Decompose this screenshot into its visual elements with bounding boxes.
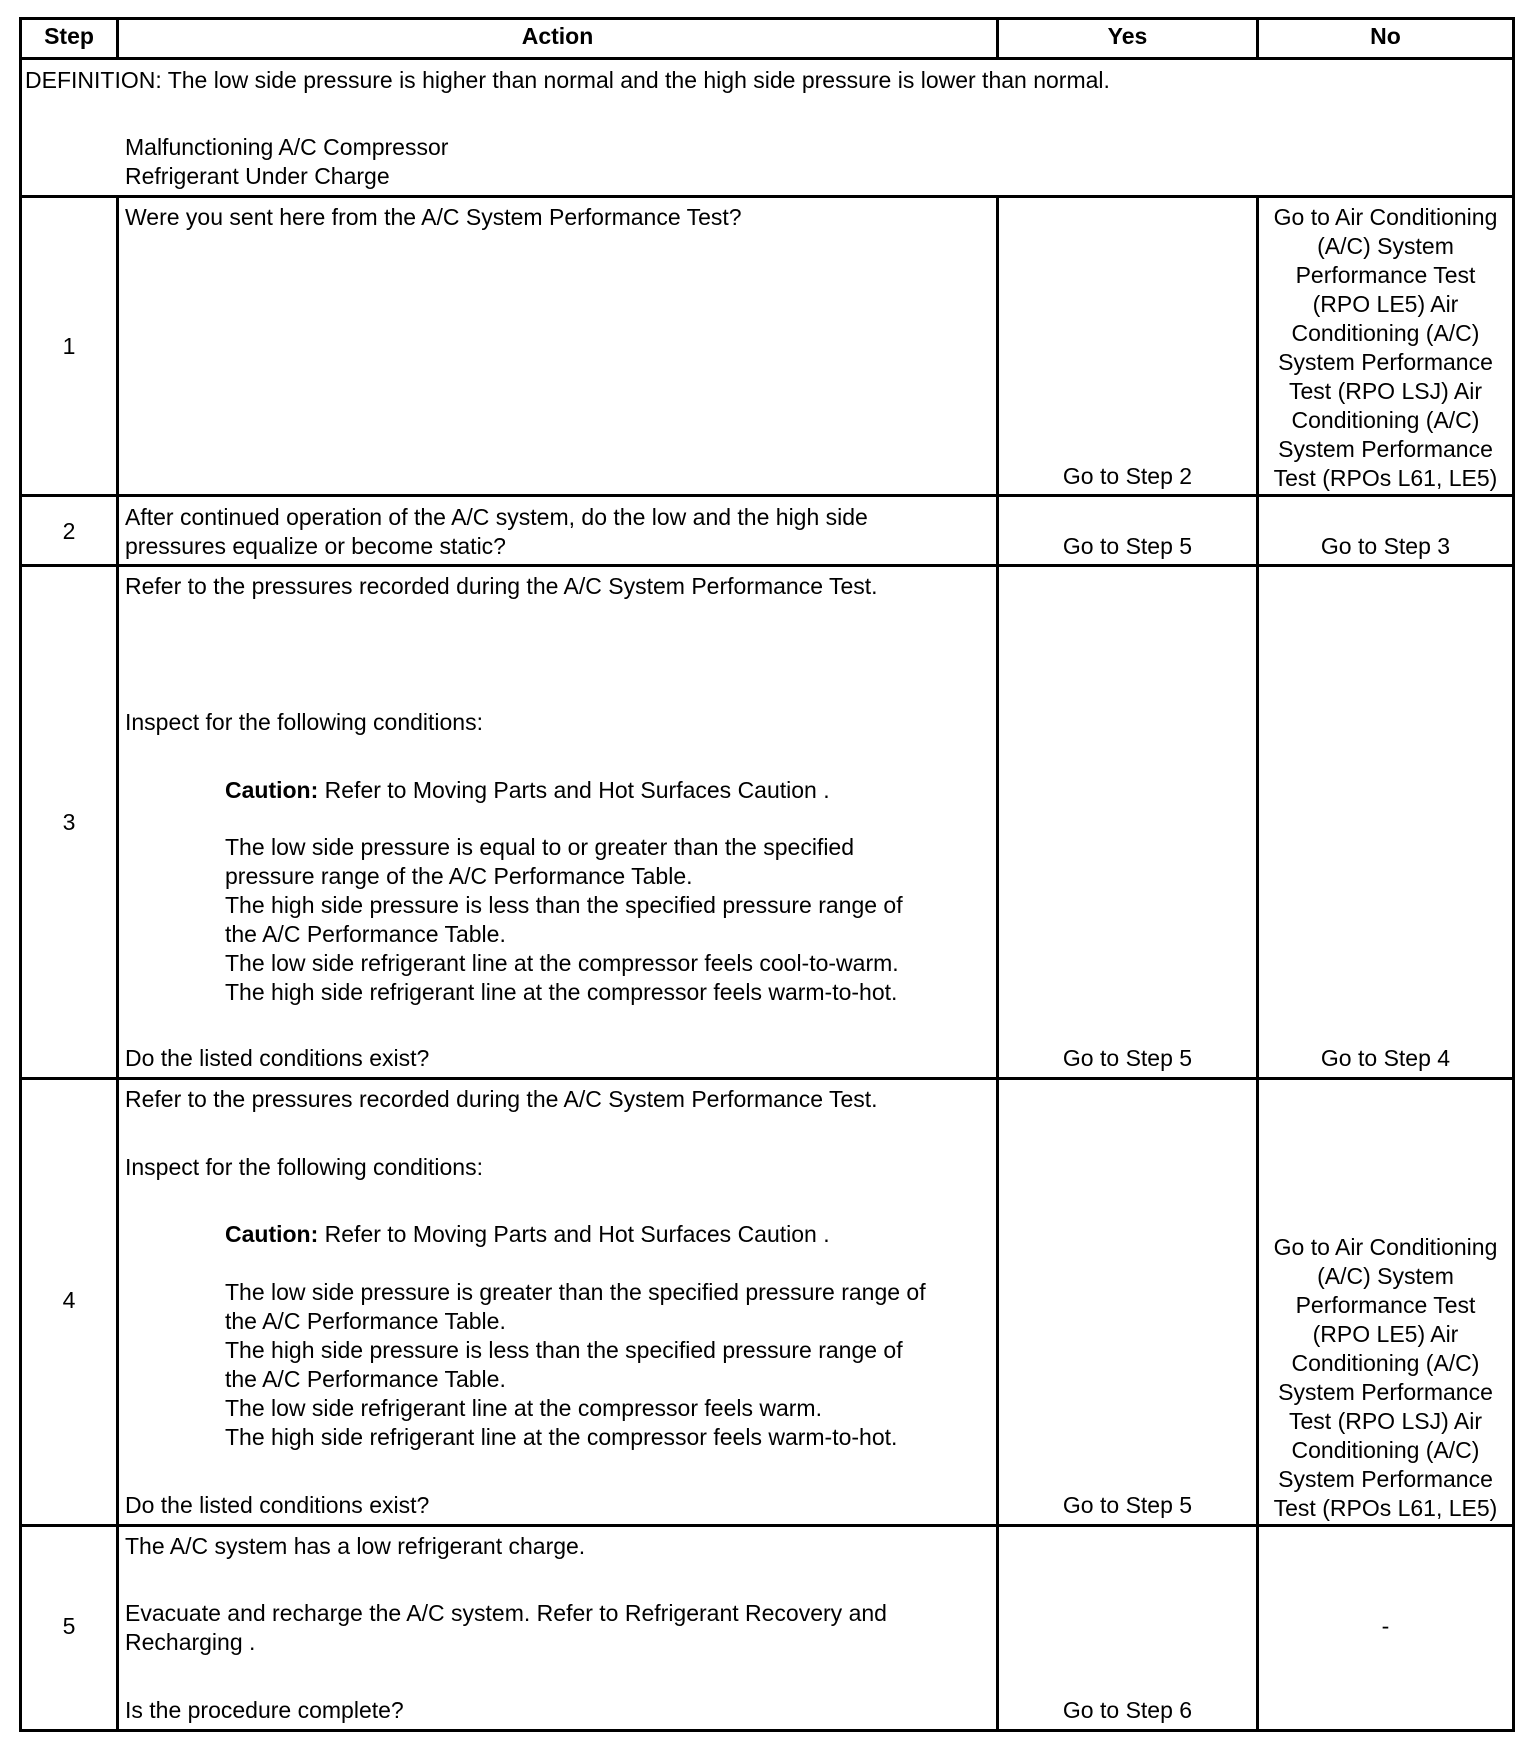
step-intro: Refer to the pressures recorded during the A/C System Performance Test. bbox=[125, 573, 878, 599]
condition-line: the A/C Performance Table. bbox=[225, 921, 506, 947]
condition-line: The low side refrigerant line at the compressor feels warm. bbox=[225, 1395, 822, 1421]
yes-goto[interactable]: Go to Step 5 bbox=[1062, 1492, 1193, 1518]
yes-goto[interactable]: Go to Step 2 bbox=[1062, 463, 1193, 489]
header-yes: Yes bbox=[1107, 23, 1148, 49]
caution-note: Caution: Refer to Moving Parts and Hot Surfaces Caution . bbox=[225, 777, 830, 803]
step-intro: Refer to the pressures recorded during the A/C System Performance Test. bbox=[125, 1086, 878, 1112]
step-action: Were you sent here from the A/C System Performance Test? bbox=[125, 204, 742, 230]
step-inspect: Inspect for the following conditions: bbox=[125, 709, 483, 735]
header-step: Step bbox=[44, 23, 94, 49]
condition-line: The high side pressure is less than the specified pressure range of bbox=[225, 892, 903, 918]
yes-goto[interactable]: Go to Step 6 bbox=[1062, 1697, 1193, 1723]
step-action: Evacuate and recharge the A/C system. Refer to Refrigerant Recovery and bbox=[125, 1600, 887, 1626]
no-goto-ac-performance[interactable]: Go to Air Conditioning (A/C) System Performance Test (RPO LE5) Air Conditioning (A/C) System Performance Test (RPO LSJ) Air Conditioning (A/C) System Performance Test (RPOs L61, LE5) bbox=[1273, 1234, 1498, 1521]
condition-line: the A/C Performance Table. bbox=[225, 1366, 506, 1392]
step-number: 5 bbox=[62, 1613, 76, 1639]
step-action: The A/C system has a low refrigerant charge. bbox=[125, 1533, 586, 1559]
header-no: No bbox=[1370, 23, 1401, 49]
step-number: 2 bbox=[62, 518, 76, 544]
condition-line: pressure range of the A/C Performance Table. bbox=[225, 863, 693, 889]
cause-item: Malfunctioning A/C Compressor bbox=[125, 134, 449, 160]
condition-line: The low side pressure is equal to or greater than the specified bbox=[225, 834, 855, 860]
condition-line: The low side pressure is greater than the specified pressure range of bbox=[225, 1279, 926, 1305]
header-rule bbox=[19, 57, 1515, 60]
step-inspect: Inspect for the following conditions: bbox=[125, 1154, 483, 1180]
step-number: 1 bbox=[62, 333, 76, 359]
col-rule bbox=[116, 195, 119, 1732]
header-action: Action bbox=[521, 23, 594, 49]
condition-line: The high side refrigerant line at the compressor feels warm-to-hot. bbox=[225, 1424, 898, 1450]
cause-item: Refrigerant Under Charge bbox=[125, 163, 390, 189]
step-action: Recharging . bbox=[125, 1629, 256, 1655]
step1-rule bbox=[19, 494, 1515, 497]
step-number: 4 bbox=[62, 1287, 76, 1313]
step-question: Is the procedure complete? bbox=[125, 1697, 404, 1723]
step-action: After continued operation of the A/C system, do the low and the high side bbox=[125, 504, 868, 530]
condition-line: The high side pressure is less than the specified pressure range of bbox=[225, 1337, 903, 1363]
step-number: 3 bbox=[62, 809, 76, 835]
no-dash: - bbox=[1381, 1613, 1390, 1639]
step4-rule bbox=[19, 1524, 1515, 1527]
condition-line: The high side refrigerant line at the compressor feels warm-to-hot. bbox=[225, 979, 898, 1005]
no-goto[interactable]: Go to Step 3 bbox=[1320, 533, 1451, 559]
condition-line: the A/C Performance Table. bbox=[225, 1308, 506, 1334]
step2-rule bbox=[19, 564, 1515, 567]
step-action: pressures equalize or become static? bbox=[125, 533, 506, 559]
yes-goto[interactable]: Go to Step 5 bbox=[1062, 1045, 1193, 1071]
step-question: Do the listed conditions exist? bbox=[125, 1045, 430, 1071]
caution-note: Caution: Refer to Moving Parts and Hot Surfaces Caution . bbox=[225, 1221, 830, 1247]
yes-goto[interactable]: Go to Step 5 bbox=[1062, 533, 1193, 559]
definition-rule bbox=[19, 195, 1515, 198]
no-goto-ac-performance[interactable]: Go to Air Conditioning (A/C) System Performance Test (RPO LE5) Air Conditioning (A/C) System Performance Test (RPO LSJ) Air Conditioning (A/C) System Performance Test (RPOs L61, LE5) bbox=[1273, 204, 1498, 491]
step-question: Do the listed conditions exist? bbox=[125, 1492, 430, 1518]
condition-line: The low side refrigerant line at the compressor feels cool-to-warm. bbox=[225, 950, 899, 976]
no-goto[interactable]: Go to Step 4 bbox=[1320, 1045, 1451, 1071]
definition-text: DEFINITION: The low side pressure is higher than normal and the high side pressure is lower than normal. bbox=[25, 67, 1110, 93]
step3-rule bbox=[19, 1077, 1515, 1080]
